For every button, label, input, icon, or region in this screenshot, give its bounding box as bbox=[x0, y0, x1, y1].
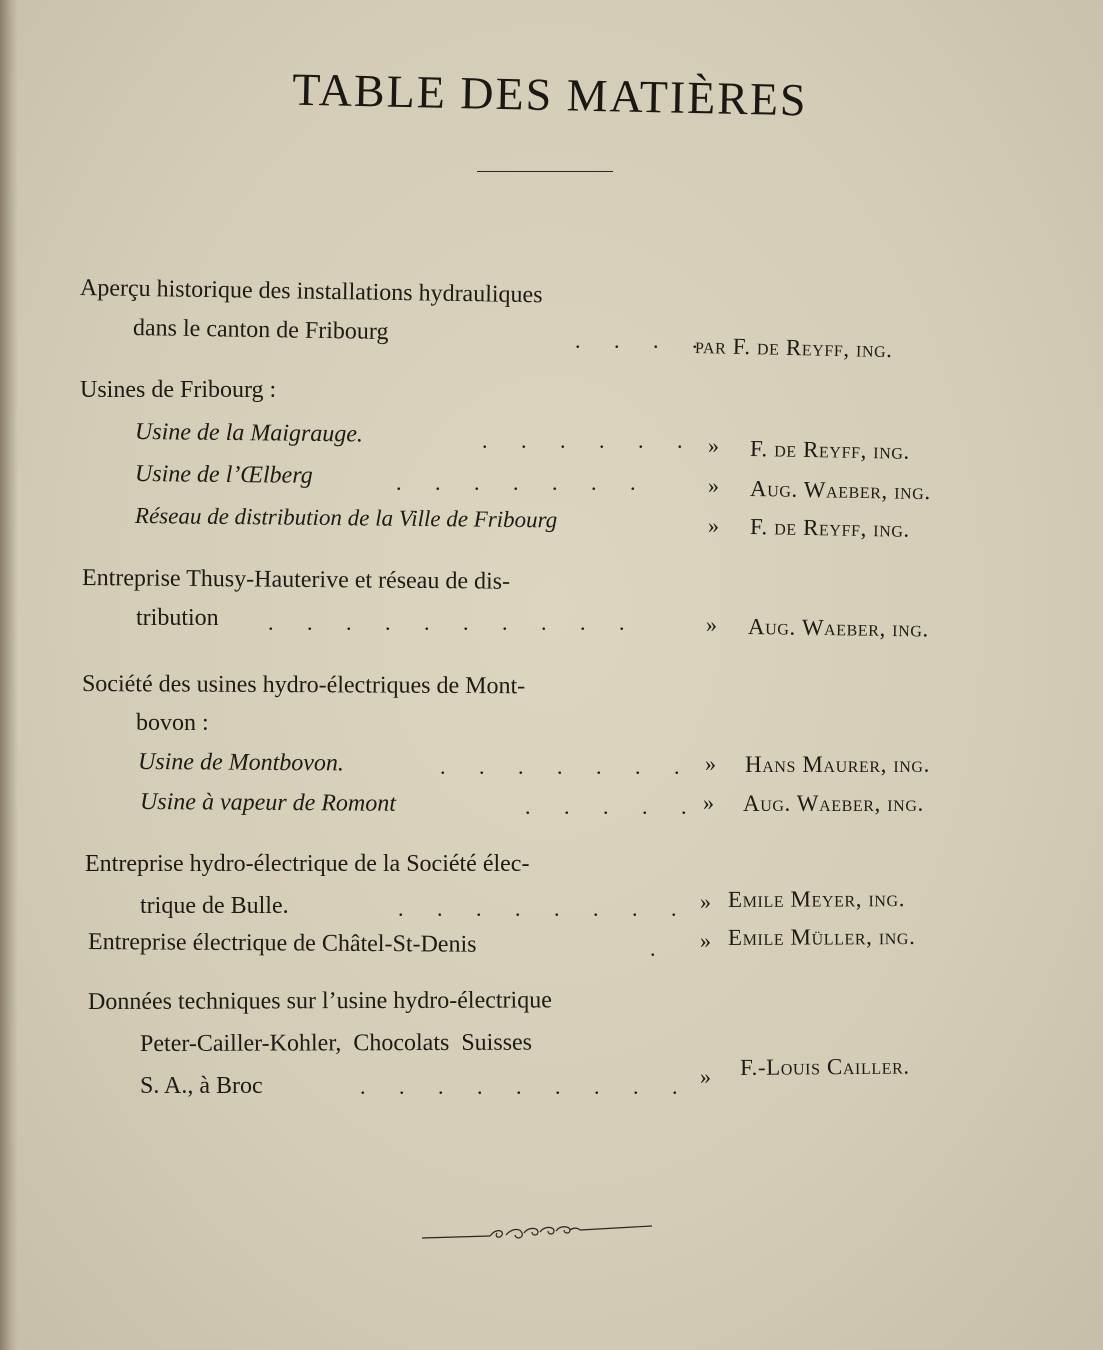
entry-2-sub-2-text: Usine de l’Œlberg bbox=[134, 461, 313, 489]
entry-2-sub-2-mark: » bbox=[708, 473, 719, 498]
entry-2-sub-3-text: Réseau de distribution de la Ville de Fribourg bbox=[134, 503, 558, 533]
entry-6-mark: » bbox=[700, 928, 711, 953]
entry-7-line-2: Peter-Cailler-Kohler, Chocolats Suisses bbox=[139, 1029, 533, 1057]
entry-2-sub-2-author: Aug. Waeber, ing. bbox=[749, 476, 932, 505]
entry-2-sub-1-mark: » bbox=[708, 433, 719, 458]
entry-6-leader: . bbox=[650, 936, 670, 961]
entry-3-line-1: Entreprise Thusy-Hauterive et réseau de dis- bbox=[81, 565, 511, 595]
entry-5-author: Emile Meyer, ing. bbox=[727, 886, 906, 912]
entry-2-sub-1-leader: . . . . . . bbox=[482, 428, 697, 453]
entry-4-sub-1-text: Usine de Montbovon. bbox=[137, 749, 345, 777]
entry-4-sub-1-leader: . . . . . . . bbox=[440, 754, 694, 779]
entry-4-line-2: bovon : bbox=[136, 710, 209, 736]
page-title: TABLE DES MATIÈRES bbox=[291, 63, 809, 126]
title-rule bbox=[477, 171, 613, 172]
entry-7-author: F.-Louis Cailler. bbox=[739, 1053, 910, 1080]
entry-5-leader: . . . . . . . . bbox=[398, 896, 691, 921]
entry-6-author: Emile Müller, ing. bbox=[727, 924, 916, 950]
ornament-flourish-icon bbox=[420, 1218, 655, 1246]
entry-3-leader: . . . . . . . . . . bbox=[268, 610, 639, 635]
entry-2-heading: Usines de Fribourg : bbox=[80, 377, 277, 403]
entry-1-author: par F. de Reyff, ing. bbox=[694, 333, 893, 363]
entry-7-line-1: Données techniques sur l’usine hydro-électrique bbox=[87, 987, 552, 1015]
entry-3-line-2: tribution bbox=[136, 605, 219, 631]
entry-3-author: Aug. Waeber, ing. bbox=[747, 614, 930, 642]
entry-2-sub-3-author: F. de Reyff, ing. bbox=[749, 514, 911, 542]
entry-4-sub-2-leader: . . . . . bbox=[525, 794, 701, 819]
entry-1-line-2: dans le canton de Fribourg bbox=[132, 315, 389, 346]
entry-5-mark: » bbox=[700, 889, 711, 914]
entry-7-mark: » bbox=[700, 1064, 711, 1089]
entry-2-sub-1-author: F. de Reyff, ing. bbox=[749, 436, 911, 464]
entry-7-leader: . . . . . . . . . bbox=[360, 1074, 692, 1099]
binding-edge bbox=[0, 0, 18, 1350]
entry-5-line-2: trique de Bulle. bbox=[140, 893, 289, 919]
entry-4-sub-1-author: Hans Maurer, ing. bbox=[745, 752, 930, 777]
entry-4-sub-1-mark: » bbox=[705, 751, 716, 776]
entry-3-mark: » bbox=[706, 612, 717, 637]
entry-2-sub-2-leader: . . . . . . . bbox=[396, 470, 650, 495]
entry-2-sub-1-text: Usine de la Maigrauge. bbox=[134, 419, 364, 448]
entry-4-sub-2-mark: » bbox=[703, 790, 714, 815]
entry-1-line-1: Aperçu historique des installations hydrauliques bbox=[79, 275, 543, 309]
entry-1-leader: . . . . bbox=[575, 328, 712, 353]
entry-5-line-1: Entreprise hydro-électrique de la Société élec- bbox=[85, 851, 530, 877]
entry-4-sub-2-author: Aug. Waeber, ing. bbox=[743, 791, 924, 816]
entry-2-sub-3-mark: » bbox=[708, 513, 719, 538]
entry-7-line-3: S. A., à Broc bbox=[140, 1073, 263, 1099]
entry-4-sub-2-text: Usine à vapeur de Romont bbox=[139, 789, 397, 817]
entry-6-line-1: Entreprise électrique de Châtel-St-Denis bbox=[87, 929, 477, 958]
entry-4-line-1: Société des usines hydro-électriques de Mont- bbox=[81, 671, 526, 700]
